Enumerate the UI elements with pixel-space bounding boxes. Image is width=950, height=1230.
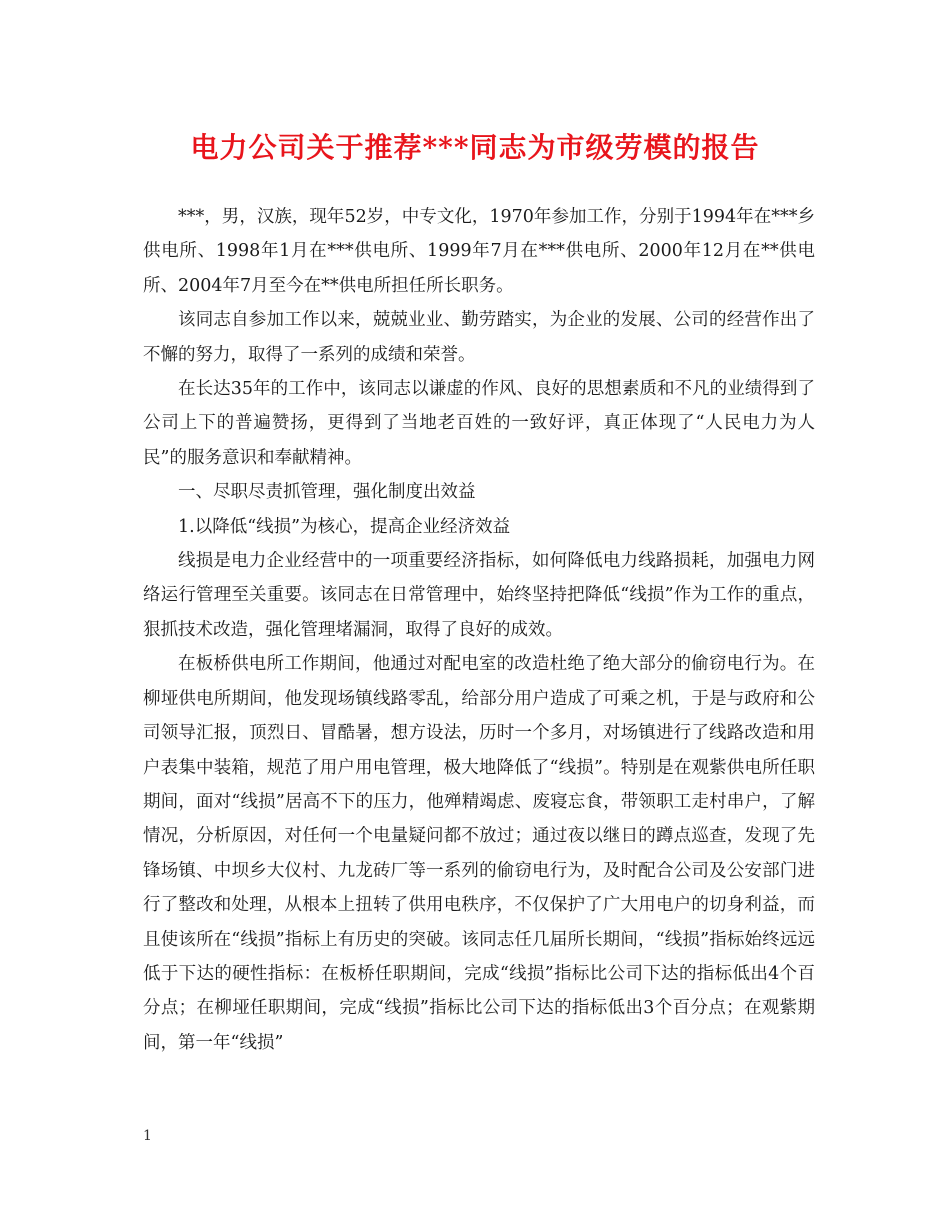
paragraph: 在长达35年的工作中，该同志以谦虚的作风、良好的思想素质和不凡的业绩得到了公司上下的普遍赞扬，更得到了当地老百姓的一致好评，真正体现了“人民电力为人民”的服务意识和奉献精神。 [143,379,815,468]
page-number: 1 [143,1128,152,1144]
paragraph: 在板桥供电所工作期间，他通过对配电室的改造杜绝了绝大部分的偷窃电行为。在柳垭供电所期间，他发现场镇线路零乱，给部分用户造成了可乘之机，于是与政府和公司领导汇报，顶烈日、冒酷暑，想方设法，历时一个多月，对场镇进行了线路改造和用户表集中装箱，规范了用户用电管理，极大地降低了“线损”。特别是在观紫供电所任职期间，面对“线损”居高不下的压力，他殚精竭虑、废寝忘食，带领职工走村串户，了解情况，分析原因，对任何一个电量疑问都不放过；通过夜以继日的蹲点巡查，发现了先锋场镇、中坝乡大仪村、九龙砖厂等一系列的偷窃电行为，及时配合公司及公安部门进行了整改和处理，从根本上扭转了供用电秩序，不仅保护了广大用电户的切身利益，而且使该所在“线损”指标上有历史的突破。该同志任几届所长期间，“线损”指标始终远远低于下达的硬性指标：在板桥任职期间，完成“线损”指标比公司下达的指标低出4个百分点；在柳垭任职期间，完成“线损”指标比公司下达的指标低出3个百分点；在观紫期间，第一年“线损” [143,654,815,1053]
paragraph: 线损是电力企业经营中的一项重要经济指标，如何降低电力线路损耗，加强电力网络运行管理至关重要。该同志在日常管理中，始终坚持把降低“线损”作为工作的重点，狠抓技术改造，强化管理堵漏洞，取得了良好的成效。 [143,551,815,640]
document-body [143,200,815,1060]
section-heading: 一、尽职尽责抓管理，强化制度出效益 [178,482,476,503]
paragraph: ***，男，汉族，现年52岁，中专文化，1970年参加工作，分别于1994年在***乡供电所、1998年1月在***供电所、1999年7月在***供电所、2000年12月在**供电所、2004年7月至今在**供电所担任所长职务。 [143,207,815,296]
subsection-heading: 1.以降低“线损”为核心，提高企业经济效益 [178,516,511,537]
document-title: 电力公司关于推荐***同志为市级劳模的报告 [190,131,760,164]
paragraph: 该同志自参加工作以来，兢兢业业、勤劳踏实，为企业的发展、公司的经营作出了不懈的努力，取得了一系列的成绩和荣誉。 [143,310,815,365]
